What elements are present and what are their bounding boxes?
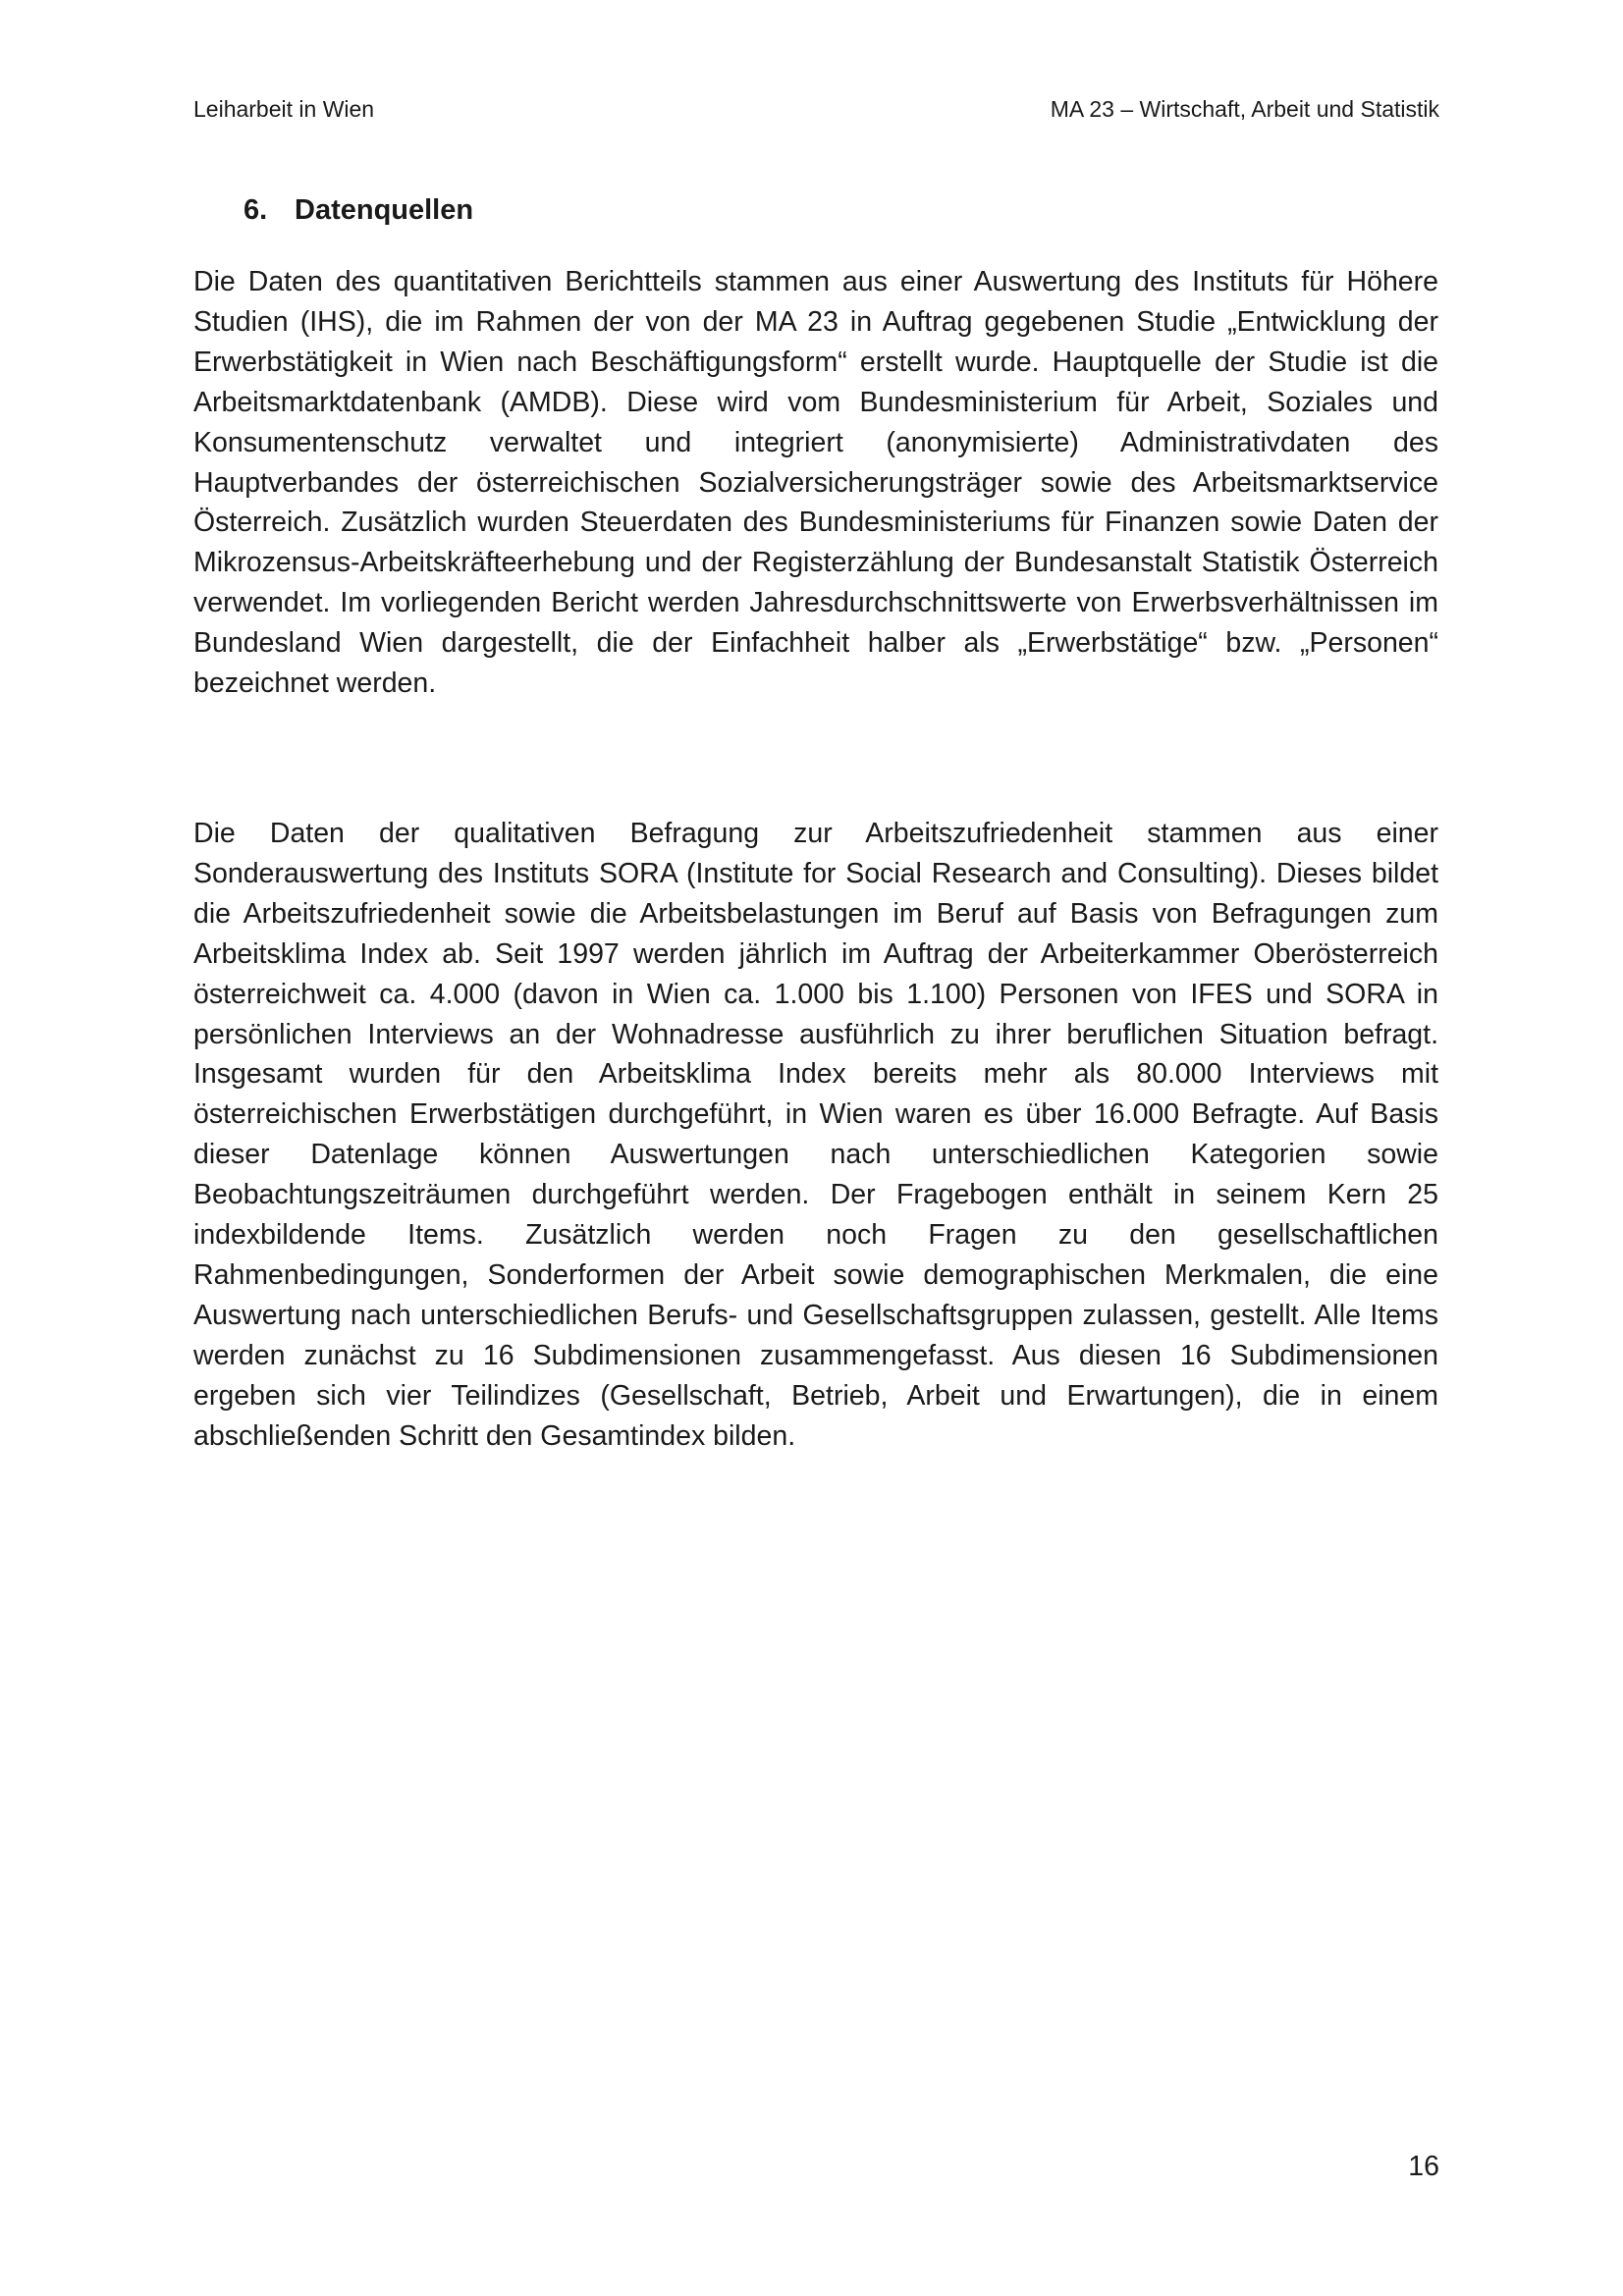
body-paragraph-quantitative-data: Die Daten des quantitativen Berichtteils stammen aus einer Auswertung des Instituts für Höhere Studien (IHS), die im Rahmen der von der MA 23 in Auftrag gegebenen Studie „Entwicklung der Erwerbstätigkeit in Wien nach Beschäftigungsform“ erstellt wurde. Hauptquelle der Studie ist die Arbeitsmarktdatenbank (AMDB). Diese wird vom Bundesministerium für Arbeit, Soziales und Konsumentenschutz verwaltet und integriert (anonymisierte) Administrativdaten des Hauptverbandes der österreichischen Sozialversicherungsträger sowie des Arbeitsmarktservice Österreich. Zusätzlich wurden Steuerdaten des Bundesministeriums für Finanzen sowie Daten der Mikrozensus-Arbeitskräfteerhebung und der Registerzählung der Bundesanstalt Statistik Österreich verwendet. Im vorliegenden Bericht werden Jahresdurchschnittswerte von Erwerbsverhältnissen im Bundesland Wien dargestellt, die der Einfachheit halber als „Erwerbstätige“ bzw. „Personen“ bezeichnet werden.: [193, 266, 1438, 700]
running-header: [193, 94, 1439, 124]
body-paragraph-qualitative-survey: Die Daten der qualitativen Befragung zur Arbeitszufriedenheit stammen aus einer Sonderauswertung des Instituts SORA (Institute for Social Research and Consulting). Dieses bildet die Arbeitszufriedenheit sowie die Arbeitsbelastungen im Beruf auf Basis von Befragungen zum Arbeitsklima Index ab. Seit 1997 werden jährlich im Auftrag der Arbeiterkammer Oberösterreich österreichweit ca. 4.000 (davon in Wien ca. 1.000 bis 1.100) Personen von IFES und SORA in persönlichen Interviews an der Wohnadresse ausführlich zu ihrer beruflichen Situation befragt. Insgesamt wurden für den Arbeitsklima Index bereits mehr als 80.000 Interviews mit österreichischen Erwerbstätigen durchgeführt, in Wien waren es über 16.000 Befragte. Auf Basis dieser Datenlage können Auswertungen nach unterschiedlichen Kategorien sowie Beobachtungszeiträumen durchgeführt werden. Der Fragebogen enthält in seinem Kern 25 indexbildende Items. Zusätzlich werden noch Fragen zu den gesellschaftlichen Rahmenbedingungen, Sonderformen der Arbeit sowie demographischen Merkmalen, die eine Auswertung nach unterschiedlichen Berufs- und Gesellschaftsgruppen zulassen, gestellt. Alle Items werden zunächst zu 16 Subdimensionen zusammengefasst. Aus diesen 16 Subdimensionen ergeben sich vier Teilindizes (Gesellschaft, Betrieb, Arbeit und Erwartungen), die in einem abschließenden Schritt den Gesamtindex bilden.: [193, 818, 1438, 1452]
section-heading: [243, 191, 473, 229]
page-number: 16: [1408, 2151, 1439, 2182]
section-title: Datenquellen: [295, 194, 474, 226]
header-right-department: MA 23 – Wirtschaft, Arbeit und Statistik: [1050, 96, 1439, 122]
header-left-title: Leiharbeit in Wien: [193, 96, 375, 122]
section-number: 6.: [243, 194, 268, 226]
